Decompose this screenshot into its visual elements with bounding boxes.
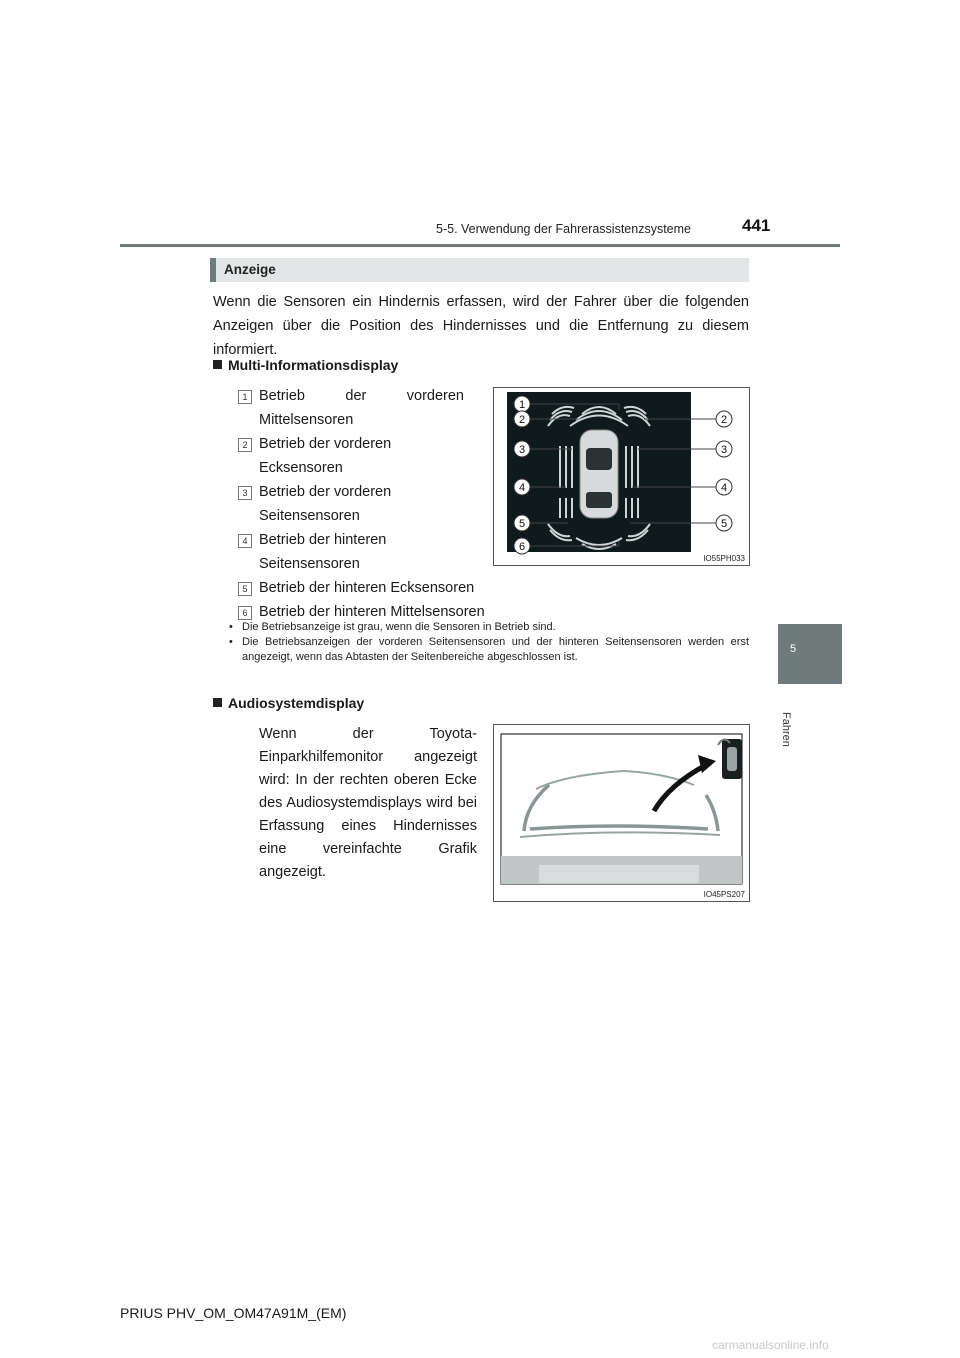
- number-badge: 6: [238, 606, 252, 620]
- callout-2-right: 2: [720, 414, 728, 426]
- note-text: Die Betriebsanzeige ist grau, wenn die Sensoren in Betrieb sind.: [242, 621, 556, 633]
- list-item-text: Betrieb der vorderen Seitensensoren: [259, 484, 392, 524]
- list-item: [238, 384, 464, 432]
- number-badge: 5: [238, 582, 252, 596]
- callout-4-right: 4: [720, 482, 728, 494]
- note-item: [229, 620, 749, 635]
- subheading-text: Audiosystemdisplay: [228, 695, 365, 711]
- callout-5: 5: [518, 518, 526, 530]
- figure-code: IO55PH033: [703, 554, 745, 563]
- callout-4: 4: [518, 482, 526, 494]
- callout-1: 1: [518, 399, 526, 411]
- subheading-text: Multi-Informationsdisplay: [228, 357, 399, 373]
- figure-code: IO45PS207: [703, 890, 745, 899]
- section-header: 5-5. Verwendung der Fahrerassistenzsysteme: [436, 222, 691, 236]
- callout-3: 3: [518, 444, 526, 456]
- list-item-text: Betrieb der hinteren Mittelsensoren: [259, 604, 485, 620]
- section-title-bar: [210, 258, 749, 282]
- subheading-multi-info: [213, 357, 398, 373]
- callout-6: 6: [518, 541, 526, 553]
- number-badge: 2: [238, 438, 252, 452]
- watermark[interactable]: carmanualsonline.info: [712, 1338, 829, 1352]
- chapter-label: Fahren: [780, 712, 792, 747]
- chapter-tab[interactable]: [778, 624, 842, 684]
- section-accent: [210, 258, 216, 282]
- list-item: [238, 576, 538, 600]
- note-text: Die Betriebsanzeigen der vorderen Seitensensoren und der hinteren Seitensensoren werden erst angezeigt, wenn das Abtasten der Seitenbereiche abgeschlossen ist.: [242, 636, 749, 663]
- bullet-icon: •: [229, 636, 233, 648]
- list-item: [238, 432, 464, 480]
- header-rule: [120, 244, 840, 247]
- number-badge: 3: [238, 486, 252, 500]
- square-bullet-icon: [213, 698, 222, 707]
- sensor-display-illustration: [494, 388, 749, 565]
- bullet-icon: •: [229, 621, 233, 633]
- callout-5-right: 5: [720, 518, 728, 530]
- note-item: [229, 635, 749, 665]
- square-bullet-icon: [213, 360, 222, 369]
- list-item-text: Betrieb der hinteren Seitensensoren: [259, 532, 387, 572]
- list-item: [238, 480, 464, 528]
- section-title: Anzeige: [224, 262, 276, 277]
- list-item-text: Betrieb der vorderen Ecksensoren: [259, 436, 392, 476]
- list-item-text: Betrieb der vorderen Mittelsensoren: [259, 388, 464, 428]
- list-item: [238, 528, 464, 576]
- list-item-text: Betrieb der hinteren Ecksensoren: [259, 580, 475, 596]
- page-number: 441: [742, 216, 771, 235]
- number-badge: 1: [238, 390, 252, 404]
- audio-display-figure: [493, 724, 750, 902]
- callout-3-right: 3: [720, 444, 728, 456]
- callout-2: 2: [518, 414, 526, 426]
- document-footer: PRIUS PHV_OM_OM47A91M_(EM): [120, 1305, 347, 1321]
- audio-paragraph: Wenn der Toyota-Einparkhilfemonitor angezeigt wird: In der rechten oberen Ecke des Audiosystemdisplays wird bei Erfassung eines Hindernisses eine vereinfachte Grafik angezeigt.: [259, 726, 477, 880]
- intro-paragraph: Wenn die Sensoren ein Hindernis erfassen, wird der Fahrer über die folgenden Anzeigen über die Position des Hindernisses und die Entfernung zu diesem informiert.: [213, 294, 749, 358]
- sensor-display-figure: [493, 387, 750, 566]
- chapter-number: 5: [790, 643, 797, 655]
- subheading-audio: [213, 695, 364, 711]
- number-badge: 4: [238, 534, 252, 548]
- audio-display-illustration: [494, 725, 749, 901]
